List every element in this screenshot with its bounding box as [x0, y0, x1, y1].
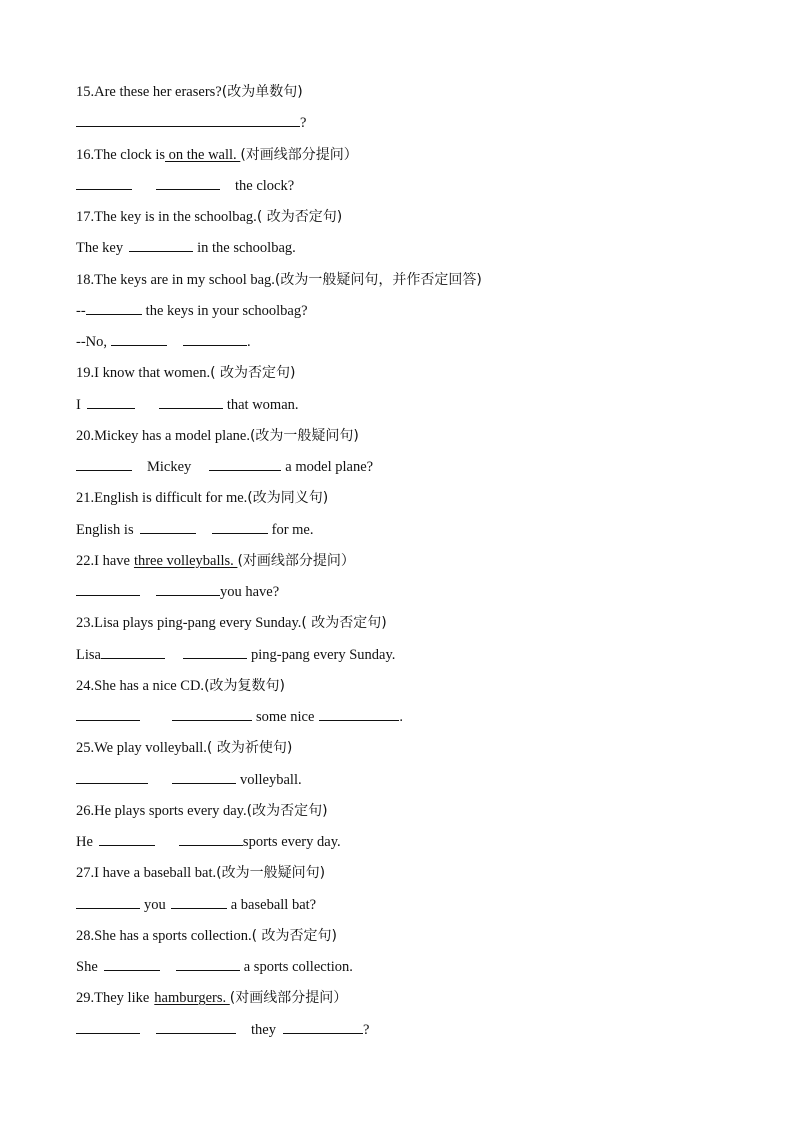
- answer-blank[interactable]: [183, 645, 247, 659]
- answer-text: a model plane?: [285, 459, 374, 475]
- question-number: 16.: [76, 146, 95, 163]
- answer-blank[interactable]: [179, 832, 243, 846]
- answer-15: [76, 113, 736, 144]
- answer-blank[interactable]: [101, 645, 165, 659]
- instruction: ( 改为否定句): [301, 615, 387, 632]
- answer-text: that woman.: [226, 396, 299, 413]
- question-text: She has a nice CD.: [94, 677, 205, 694]
- answer-blank[interactable]: [76, 770, 148, 784]
- question-text: He plays sports every day.: [94, 802, 247, 819]
- question-text: The key is in the schoolbag.: [94, 209, 257, 225]
- instruction: (对画线部分提问）: [240, 146, 358, 163]
- answer-text: sports every day.: [242, 834, 341, 850]
- answer-18b: [76, 332, 736, 363]
- answer-text: a sports collection.: [243, 959, 353, 975]
- answer-28: [76, 957, 736, 988]
- answer-blank[interactable]: [176, 957, 240, 971]
- question-18: [76, 270, 736, 301]
- answer-text: --No,: [76, 334, 108, 350]
- answer-blank[interactable]: [76, 707, 140, 721]
- question-number: 26.: [76, 802, 95, 819]
- instruction: ( 改为否定句): [256, 209, 343, 225]
- answer-29: [76, 1020, 736, 1051]
- question-text: Mickey has a model plane.: [94, 427, 250, 444]
- answer-blank[interactable]: [159, 395, 223, 409]
- underlined-phrase: hamburgers.: [154, 990, 230, 1007]
- answer-blank[interactable]: [76, 1020, 140, 1034]
- question-26: [76, 801, 736, 832]
- question-20: [76, 426, 736, 457]
- answer-24: [76, 707, 736, 738]
- answer-text: you have?: [220, 584, 280, 600]
- answer-blank[interactable]: [99, 832, 155, 846]
- question-text: I know that women.: [94, 365, 211, 382]
- question-22: [76, 551, 736, 582]
- answer-text: the keys in your schoolbag?: [145, 302, 308, 319]
- answer-text: ping-pang every Sunday.: [250, 646, 396, 663]
- answer-16: [76, 176, 736, 207]
- answer-20: [76, 457, 736, 488]
- answer-blank[interactable]: [283, 1020, 363, 1034]
- question-number: 29.: [76, 990, 95, 1007]
- question-17: [76, 207, 736, 238]
- question-text: They like: [94, 990, 150, 1007]
- question-27: [76, 863, 736, 894]
- answer-blank[interactable]: [156, 176, 220, 190]
- question-number: 28.: [76, 927, 95, 944]
- answer-blank[interactable]: [129, 238, 193, 252]
- question-number: 18.: [76, 271, 95, 288]
- answer-text: for me.: [271, 521, 314, 538]
- question-number: 27.: [76, 865, 95, 882]
- answer-blank[interactable]: [140, 520, 196, 534]
- answer-blank[interactable]: [76, 113, 300, 127]
- answer-text: English is: [76, 521, 134, 538]
- question-text: The clock is: [94, 146, 165, 163]
- instruction: (改为否定句): [246, 802, 328, 819]
- answer-18a: [76, 301, 736, 332]
- answer-text: She: [76, 959, 98, 975]
- answer-blank[interactable]: [86, 301, 142, 315]
- question-number: 21.: [76, 490, 95, 507]
- answer-text: the clock?: [235, 177, 295, 194]
- answer-text: The key: [76, 240, 124, 257]
- answer-text: He: [76, 834, 93, 850]
- answer-blank[interactable]: [104, 957, 160, 971]
- answer-blank[interactable]: [76, 176, 132, 190]
- question-text: She has a sports collection.: [94, 927, 252, 944]
- question-text: I have a baseball bat.: [94, 865, 217, 882]
- answer-23: [76, 645, 736, 676]
- answer-26: [76, 832, 736, 863]
- answer-blank[interactable]: [76, 582, 140, 596]
- question-number: 15.: [76, 84, 95, 100]
- answer-text: ?: [300, 115, 307, 132]
- answer-text: I: [76, 396, 81, 413]
- instruction: ( 改为否定句): [251, 927, 337, 944]
- answer-19: [76, 395, 736, 426]
- answer-blank[interactable]: [111, 332, 167, 346]
- answer-blank[interactable]: [156, 1020, 236, 1034]
- answer-blank[interactable]: [319, 707, 399, 721]
- answer-17: [76, 238, 736, 269]
- question-text: English is difficult for me.: [94, 490, 248, 507]
- answer-blank[interactable]: [172, 770, 236, 784]
- answer-text: .: [247, 334, 251, 350]
- question-number: 24.: [76, 677, 95, 694]
- question-16: [76, 145, 736, 176]
- instruction: ( 改为祈使句): [206, 740, 293, 757]
- question-number: 19.: [76, 365, 95, 382]
- question-text: Are these her erasers?: [94, 84, 222, 100]
- answer-blank[interactable]: [171, 895, 227, 909]
- question-23: [76, 613, 736, 644]
- answer-text: some nice: [256, 709, 315, 725]
- answer-22: [76, 582, 736, 613]
- question-number: 22.: [76, 552, 95, 569]
- question-21: [76, 488, 736, 519]
- answer-text: volleyball.: [240, 771, 302, 788]
- instruction: (改为一般疑问句，并作否定回答): [274, 271, 482, 288]
- question-text: The keys are in my school bag.: [94, 271, 275, 288]
- question-19: [76, 363, 736, 394]
- answer-text: Lisa: [76, 646, 101, 663]
- answer-text: in the schoolbag.: [197, 240, 296, 257]
- question-text: We play volleyball.: [94, 740, 207, 757]
- question-number: 25.: [76, 740, 95, 757]
- answer-blank[interactable]: [212, 520, 268, 534]
- answer-blank[interactable]: [209, 457, 281, 471]
- question-25: [76, 738, 736, 769]
- answer-text: Mickey: [147, 459, 192, 475]
- instruction: (对画线部分提问）: [229, 990, 348, 1007]
- answer-blank[interactable]: [87, 395, 135, 409]
- answer-27: [76, 895, 736, 926]
- underlined-phrase: three volleyballs.: [133, 552, 238, 569]
- answer-text: ?: [362, 1021, 370, 1038]
- answer-blank[interactable]: [76, 457, 132, 471]
- answer-blank[interactable]: [172, 707, 252, 721]
- answer-text: a baseball bat?: [230, 896, 317, 913]
- underlined-phrase: on the wall.: [165, 146, 241, 163]
- instruction: (对画线部分提问）: [237, 552, 355, 569]
- instruction: (改为单数句): [221, 84, 303, 100]
- answer-blank[interactable]: [183, 332, 247, 346]
- question-29: [76, 988, 736, 1019]
- instruction: (改为一般疑问句): [249, 427, 359, 444]
- answer-text: .: [399, 709, 404, 725]
- instruction: (改为复数句): [204, 677, 285, 694]
- answer-blank[interactable]: [156, 582, 220, 596]
- answer-blank[interactable]: [76, 895, 140, 909]
- question-24: [76, 676, 736, 707]
- instruction: (改为同义句): [247, 490, 329, 507]
- answer-21: [76, 520, 736, 551]
- answer-text: you: [144, 896, 166, 913]
- question-15: [76, 82, 736, 113]
- question-number: 23.: [76, 615, 95, 632]
- answer-25: [76, 770, 736, 801]
- answer-text: --: [76, 302, 86, 319]
- question-number: 20.: [76, 427, 95, 444]
- answer-text: they: [251, 1021, 276, 1038]
- question-number: 17.: [76, 209, 95, 225]
- question-28: [76, 926, 736, 957]
- instruction: (改为一般疑问句): [216, 865, 326, 882]
- question-text: Lisa plays ping-pang every Sunday.: [94, 615, 302, 632]
- question-text: I have: [94, 552, 130, 569]
- instruction: ( 改为否定句): [210, 365, 296, 382]
- worksheet: [76, 82, 736, 1051]
